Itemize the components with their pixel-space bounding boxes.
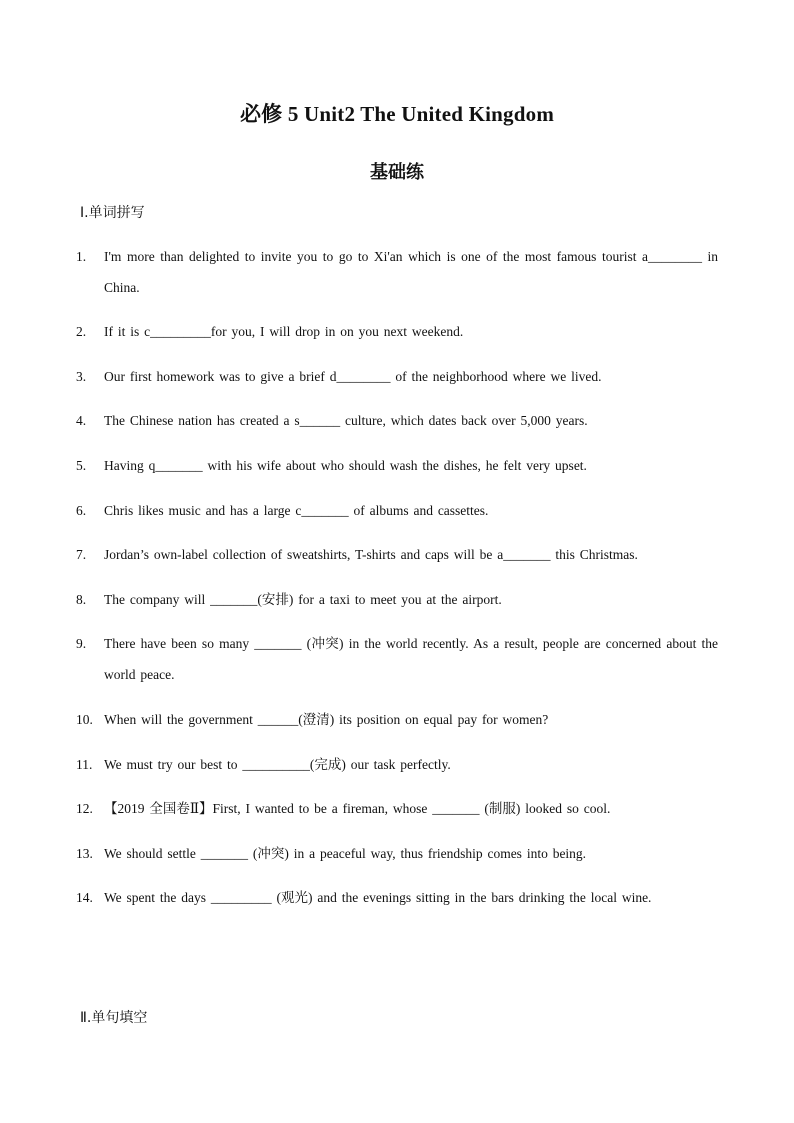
question-text: The company will _______(安排) for a taxi to meet you at the airport.: [104, 592, 502, 607]
question-item: [76, 749, 718, 780]
question-number: 11.: [76, 757, 93, 772]
question-text: Our first homework was to give a brief d________ of the neighborhood where we lived.: [104, 369, 602, 384]
question-text: There have been so many _______ (冲突) in the world recently. As a result, people are concerned about the world peace.: [104, 636, 718, 682]
question-text: We spent the days _________ (观光) and the evenings sitting in the bars drinking the local wine.: [104, 890, 652, 905]
question-text: We should settle _______ (冲突) in a peaceful way, thus friendship comes into being.: [104, 846, 587, 861]
question-text: When will the government ______(澄清) its position on equal pay for women?: [104, 712, 549, 727]
question-item: [76, 316, 718, 347]
question-number: 7.: [76, 547, 87, 562]
question-item: [76, 450, 718, 481]
question-item: [76, 241, 718, 303]
question-text: Jordan’s own-label collection of sweatshirts, T-shirts and caps will be a_______ this Christmas.: [104, 547, 638, 562]
question-item: [76, 405, 718, 436]
question-item: [76, 628, 718, 690]
question-number: 5.: [76, 458, 87, 473]
question-item: [76, 838, 718, 869]
question-number: 12.: [76, 801, 93, 816]
question-text: I'm more than delighted to invite you to go to Xi'an which is one of the most famous tourist a________ in China.: [104, 249, 718, 295]
question-number: 14.: [76, 890, 93, 905]
question-item: [76, 793, 718, 824]
question-item: [76, 361, 718, 392]
question-number: 10.: [76, 712, 93, 727]
question-number: 1.: [76, 249, 87, 264]
question-number: 3.: [76, 369, 87, 384]
question-number: 4.: [76, 413, 87, 428]
question-text: If it is c_________for you, I will drop in on you next weekend.: [104, 324, 464, 339]
question-item: [76, 539, 718, 570]
question-text: We must try our best to __________(完成) our task perfectly.: [104, 757, 451, 772]
question-text: Having q_______ with his wife about who should wash the dishes, he felt very upset.: [104, 458, 587, 473]
question-item: [76, 495, 718, 526]
section-heading-fill-in: Ⅱ.单句填空: [80, 1010, 148, 1026]
page-subtitle: 基础练: [370, 162, 424, 182]
question-text: Chris likes music and has a large c_______ of albums and cassettes.: [104, 503, 489, 518]
question-number: 8.: [76, 592, 87, 607]
page-title: 必修 5 Unit2 The United Kingdom: [239, 102, 555, 126]
question-number: 6.: [76, 503, 87, 518]
question-item: [76, 704, 718, 735]
question-number: 13.: [76, 846, 93, 861]
question-number: 2.: [76, 324, 87, 339]
question-number: 9.: [76, 636, 87, 651]
question-item: [76, 584, 718, 615]
question-item: [76, 882, 718, 913]
question-text: 【2019 全国卷Ⅱ】First, I wanted to be a fireman, whose _______ (制服) looked so cool.: [104, 801, 611, 816]
question-text: The Chinese nation has created a s______ culture, which dates back over 5,000 years.: [104, 413, 588, 428]
section-heading-spelling: Ⅰ.单词拼写: [80, 205, 145, 221]
